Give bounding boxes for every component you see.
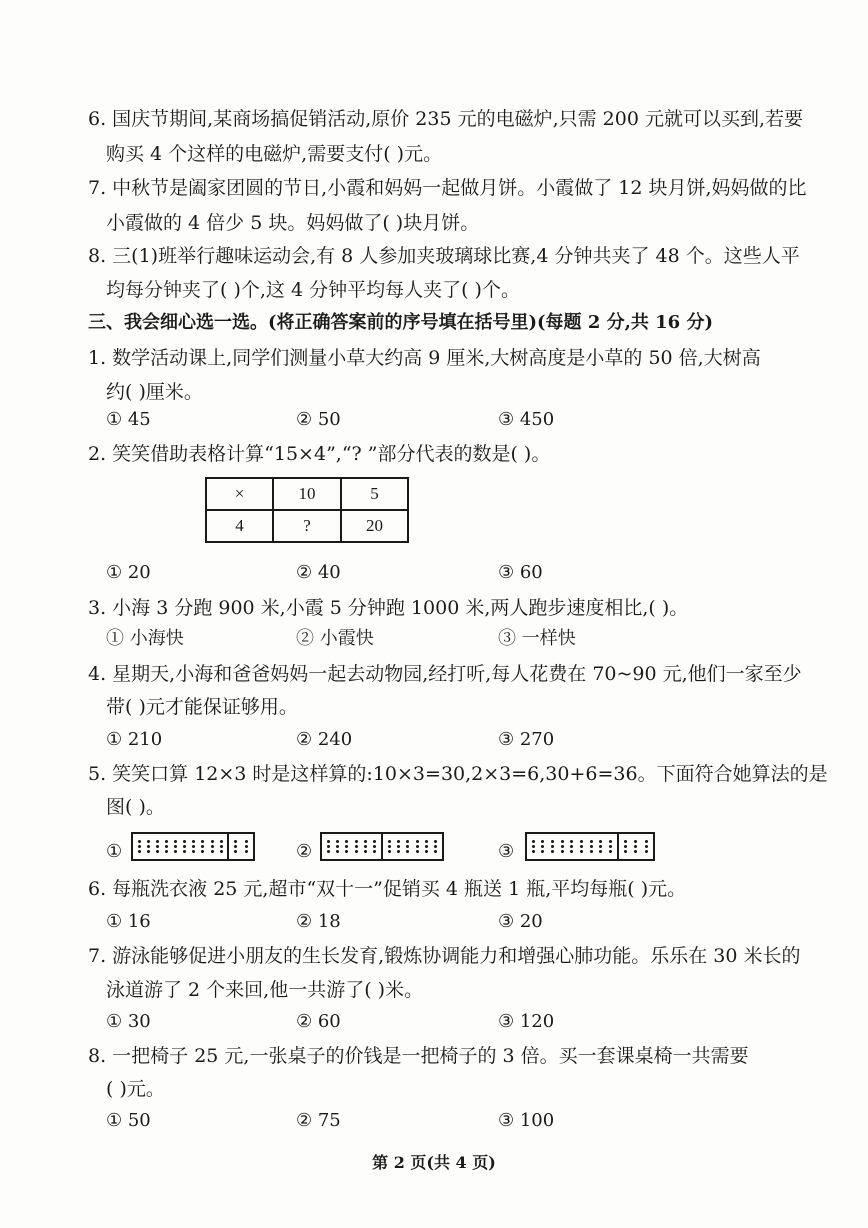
dot bbox=[634, 845, 637, 848]
dot bbox=[245, 850, 248, 853]
dot bbox=[234, 850, 237, 853]
dot bbox=[580, 850, 583, 853]
dot bbox=[570, 850, 573, 853]
dot bbox=[541, 840, 544, 843]
q3-5-option-3: ③ bbox=[498, 841, 515, 862]
q3-5-option-1: ① bbox=[106, 841, 123, 862]
dot bbox=[397, 840, 400, 843]
dot bbox=[406, 845, 409, 848]
dot bbox=[590, 845, 593, 848]
dot bbox=[201, 840, 204, 843]
dot bbox=[541, 850, 544, 853]
dot bbox=[138, 845, 141, 848]
dot bbox=[425, 840, 428, 843]
dot bbox=[425, 850, 428, 853]
q3-4-option-1: ① 210 bbox=[106, 729, 163, 750]
q3-4-line2: 带( )元才能保证够用。 bbox=[106, 696, 298, 718]
dot bbox=[570, 845, 573, 848]
table-cell: 4 bbox=[206, 510, 273, 542]
q3-1-option-1: ① 45 bbox=[106, 409, 151, 430]
dot bbox=[165, 845, 168, 848]
dot bbox=[634, 840, 637, 843]
dot bbox=[364, 840, 367, 843]
q3-4-option-2: ② 240 bbox=[296, 729, 353, 750]
dot bbox=[355, 850, 358, 853]
q3-5-line2: 图( )。 bbox=[106, 796, 165, 818]
dot bbox=[532, 845, 535, 848]
dot bbox=[234, 840, 237, 843]
q3-4-option-3: ③ 270 bbox=[498, 729, 555, 750]
dot bbox=[599, 845, 602, 848]
dot bbox=[345, 850, 348, 853]
q3-2-option-1: ① 20 bbox=[106, 562, 151, 583]
dot bbox=[609, 845, 612, 848]
dot bbox=[183, 840, 186, 843]
dot bbox=[373, 840, 376, 843]
dot bbox=[599, 850, 602, 853]
dot bbox=[416, 840, 419, 843]
dot bbox=[336, 845, 339, 848]
dot bbox=[211, 840, 214, 843]
q3-7-option-1: ① 30 bbox=[106, 1011, 151, 1032]
q3-2-option-2: ② 40 bbox=[296, 562, 341, 583]
dot bbox=[561, 845, 564, 848]
dot bbox=[174, 850, 177, 853]
q3-8-option-1: ① 50 bbox=[106, 1110, 151, 1131]
dot bbox=[183, 850, 186, 853]
dot bbox=[406, 850, 409, 853]
q3-5-line1: 5. 笑笑口算 12×3 时是这样算的:10×3=30,2×3=6,30+6=36。下面符合她算法的是 bbox=[88, 763, 828, 785]
q3-3-option-2: ② 小霞快 bbox=[296, 628, 374, 649]
dot bbox=[345, 840, 348, 843]
q3-8-line2: ( )元。 bbox=[106, 1078, 165, 1100]
dot bbox=[165, 850, 168, 853]
q3-6-option-1: ① 16 bbox=[106, 911, 151, 932]
dot bbox=[645, 845, 648, 848]
dot bbox=[397, 850, 400, 853]
q2-8-line1: 8. 三(1)班举行趣味运动会,有 8 人参加夹玻璃球比赛,4 分钟共夹了 48 个。这些人平 bbox=[88, 245, 800, 267]
q3-5-option-2: ② bbox=[296, 841, 313, 862]
q3-4-line1: 4. 星期天,小海和爸爸妈妈一起去动物园,经打听,每人花费在 70~90 元,他们一家至少 bbox=[88, 663, 802, 685]
dot bbox=[416, 845, 419, 848]
table-row bbox=[206, 510, 408, 542]
dot bbox=[570, 840, 573, 843]
q3-8-line1: 8. 一把椅子 25 元,一张桌子的价钱是一把椅子的 3 倍。买一套课桌椅一共需要 bbox=[88, 1045, 749, 1067]
q3-2-line1: 2. 笑笑借助表格计算“15×4”,“? ”部分代表的数是( )。 bbox=[88, 443, 551, 465]
dot bbox=[416, 850, 419, 853]
dot bbox=[245, 845, 248, 848]
dot bbox=[645, 840, 648, 843]
q3-1-option-2: ② 50 bbox=[296, 409, 341, 430]
dot bbox=[434, 840, 437, 843]
q3-6-line1: 6. 每瓶洗衣液 25 元,超市“双十一”促销买 4 瓶送 1 瓶,平均每瓶( )元。 bbox=[88, 878, 687, 900]
dot bbox=[388, 850, 391, 853]
dot-array-option-2 bbox=[320, 832, 444, 861]
table-cell: 20 bbox=[341, 510, 408, 542]
dot bbox=[609, 850, 612, 853]
dot-group bbox=[617, 834, 653, 859]
q2-7-line2: 小霞做的 4 倍少 5 块。妈妈做了( )块月饼。 bbox=[106, 212, 480, 234]
dot bbox=[434, 845, 437, 848]
table-cell: ? bbox=[273, 510, 341, 542]
q3-3-option-1: ① 小海快 bbox=[106, 628, 184, 649]
dot-group bbox=[133, 834, 227, 859]
dot bbox=[211, 850, 214, 853]
table-cell: 5 bbox=[341, 478, 408, 510]
q3-8-option-2: ② 75 bbox=[296, 1110, 341, 1131]
dot bbox=[364, 845, 367, 848]
q3-6-option-2: ② 18 bbox=[296, 911, 341, 932]
dot bbox=[201, 850, 204, 853]
dot bbox=[434, 850, 437, 853]
dot bbox=[192, 840, 195, 843]
dot bbox=[532, 840, 535, 843]
multiplication-table bbox=[205, 477, 409, 543]
dot bbox=[364, 850, 367, 853]
dot bbox=[156, 845, 159, 848]
dot bbox=[211, 845, 214, 848]
dot bbox=[624, 850, 627, 853]
dot bbox=[201, 845, 204, 848]
table-row bbox=[206, 478, 408, 510]
dot bbox=[645, 850, 648, 853]
q3-8-option-3: ③ 100 bbox=[498, 1110, 555, 1131]
dot bbox=[192, 845, 195, 848]
dot bbox=[355, 840, 358, 843]
q3-6-option-3: ③ 20 bbox=[498, 911, 543, 932]
dot bbox=[425, 845, 428, 848]
dot bbox=[355, 845, 358, 848]
dot bbox=[580, 840, 583, 843]
dot bbox=[234, 845, 237, 848]
dot bbox=[388, 840, 391, 843]
dot-group bbox=[322, 834, 381, 859]
q3-7-option-3: ③ 120 bbox=[498, 1011, 555, 1032]
dot bbox=[138, 850, 141, 853]
dot bbox=[609, 840, 612, 843]
dot bbox=[561, 840, 564, 843]
dot bbox=[192, 850, 195, 853]
dot bbox=[138, 840, 141, 843]
q3-2-option-3: ③ 60 bbox=[498, 562, 543, 583]
dot bbox=[532, 850, 535, 853]
q3-7-line1: 7. 游泳能够促进小朋友的生长发育,锻炼协调能力和增强心肺功能。乐乐在 30 米长的 bbox=[88, 945, 801, 967]
dot-array-option-1 bbox=[131, 832, 255, 861]
dot bbox=[599, 840, 602, 843]
dot bbox=[551, 845, 554, 848]
dot bbox=[327, 845, 330, 848]
q3-7-option-2: ② 60 bbox=[296, 1011, 341, 1032]
dot-array-option-3 bbox=[525, 832, 655, 861]
dot bbox=[156, 850, 159, 853]
dot bbox=[624, 840, 627, 843]
dot bbox=[541, 845, 544, 848]
dot bbox=[183, 845, 186, 848]
dot bbox=[561, 850, 564, 853]
q3-1-option-3: ③ 450 bbox=[498, 409, 555, 430]
dot bbox=[551, 850, 554, 853]
dot-group bbox=[527, 834, 617, 859]
q2-6-line2: 购买 4 个这样的电磁炉,需要支付( )元。 bbox=[106, 143, 443, 165]
table-cell: × bbox=[206, 478, 273, 510]
q3-1-line1: 1. 数学活动课上,同学们测量小草大约高 9 厘米,大树高度是小草的 50 倍,大树高 bbox=[88, 347, 761, 369]
dot bbox=[336, 840, 339, 843]
table-cell: 10 bbox=[273, 478, 341, 510]
q3-1-line2: 约( )厘米。 bbox=[106, 381, 203, 403]
dot-group bbox=[227, 834, 253, 859]
dot-group bbox=[381, 834, 442, 859]
q2-8-line2: 均每分钟夹了( )个,这 4 分钟平均每人夹了( )个。 bbox=[106, 279, 520, 301]
section3-heading: 三、我会细心选一选。(将正确答案前的序号填在括号里)(每题 2 分,共 16 分) bbox=[88, 312, 713, 333]
dot bbox=[336, 850, 339, 853]
dot bbox=[406, 840, 409, 843]
q3-3-line1: 3. 小海 3 分跑 900 米,小霞 5 分钟跑 1000 米,两人跑步速度相比,( )。 bbox=[88, 597, 689, 619]
dot bbox=[388, 845, 391, 848]
q3-7-line2: 泳道游了 2 个来回,他一共游了( )米。 bbox=[106, 979, 424, 1001]
dot bbox=[590, 840, 593, 843]
dot bbox=[147, 850, 150, 853]
dot bbox=[551, 840, 554, 843]
dot bbox=[147, 845, 150, 848]
dot bbox=[634, 850, 637, 853]
dot bbox=[174, 840, 177, 843]
dot bbox=[156, 840, 159, 843]
q2-6-line1: 6. 国庆节期间,某商场搞促销活动,原价 235 元的电磁炉,只需 200 元就可以买到,若要 bbox=[88, 108, 804, 130]
dot bbox=[327, 840, 330, 843]
dot bbox=[345, 845, 348, 848]
dot bbox=[220, 845, 223, 848]
dot bbox=[580, 845, 583, 848]
dot bbox=[245, 840, 248, 843]
dot bbox=[174, 845, 177, 848]
dot bbox=[590, 850, 593, 853]
dot bbox=[373, 845, 376, 848]
dot bbox=[220, 840, 223, 843]
q2-7-line1: 7. 中秋节是阖家团圆的节日,小霞和妈妈一起做月饼。小霞做了 12 块月饼,妈妈做的比 bbox=[88, 177, 807, 199]
dot bbox=[624, 845, 627, 848]
dot bbox=[397, 845, 400, 848]
dot bbox=[165, 840, 168, 843]
page-footer: 第 2 页(共 4 页) bbox=[372, 1153, 496, 1172]
dot bbox=[327, 850, 330, 853]
dot bbox=[373, 850, 376, 853]
dot bbox=[220, 850, 223, 853]
q3-3-option-3: ③ 一样快 bbox=[498, 628, 576, 649]
dot bbox=[147, 840, 150, 843]
